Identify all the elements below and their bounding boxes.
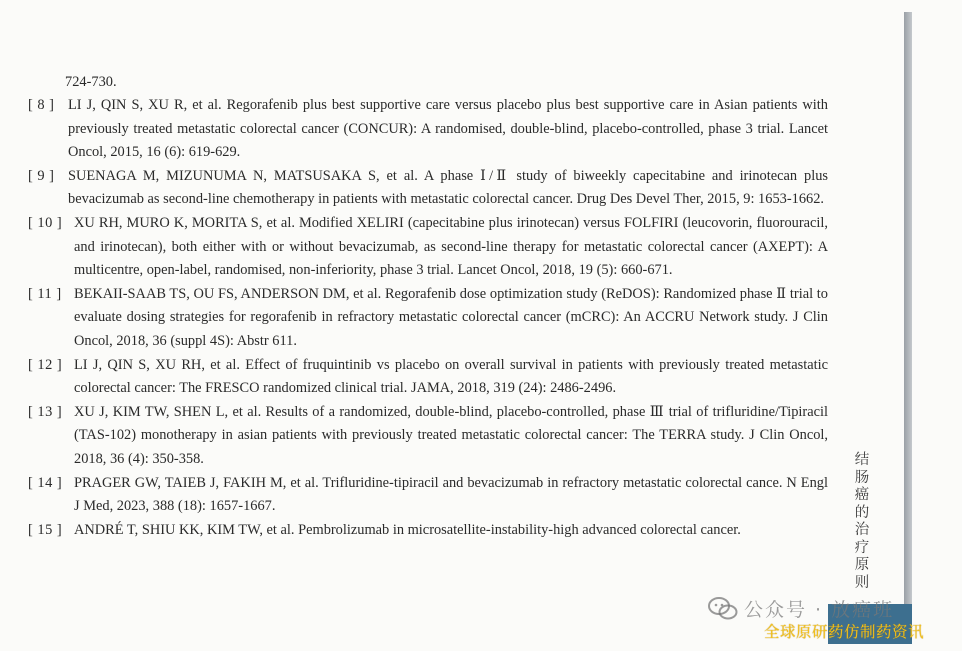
reference-number: [ 11 ]: [28, 285, 62, 302]
page-edge-bar: [904, 12, 912, 624]
reference-text: PRAGER GW, TAIEB J, FAKIH M, et al. Trifluridine-tipiracil and bevacizumab in refractory metastatic colorectal cance. N Engl J Med, 2023, 388 (18): 1657-1667.: [74, 474, 828, 515]
reference-item: [28, 354, 828, 401]
reference-number: [ 10 ]: [28, 214, 63, 231]
reference-text: XU RH, MURO K, MORITA S, et al. Modified XELIRI (capecitabine plus irinotecan) versus FOLFIRI (leucovorin, fluorouracil, and irinotecan), both either with or without bevacizumab, as second-line therapy for metastatic colorectal cancer (AXEPT): A multicentre, open-label, randomised, non-inferiority, phase 3 trial. Lancet Oncol, 2018, 19 (5): 660-671.: [74, 214, 828, 279]
wechat-icon: [708, 596, 738, 622]
reference-text: BEKAII-SAAB TS, OU FS, ANDERSON DM, et al. Regorafenib dose optimization study (ReDOS): Randomized phase Ⅱ trial to evaluate dosing strategies for regorafenib in refractory metastatic colorectal cancer (mCRC): An ACCRU Network study. J Clin Oncol, 2018, 36 (suppl 4S): Abstr 611.: [74, 285, 828, 349]
reference-text: XU J, KIM TW, SHEN L, et al. Results of a randomized, double-blind, placebo-controlled, phase Ⅲ trial of trifluridine/Tipiracil (TAS-102) monotherapy in asian patients with previously treated metastatic colorectal cancer: The TERRA study. J Clin Oncol, 2018, 36 (4): 350-358.: [74, 403, 828, 467]
reference-item: [28, 472, 828, 519]
reference-item: [28, 212, 828, 283]
reference-list: [28, 70, 828, 542]
reference-item: [28, 165, 828, 212]
reference-number: [ 14 ]: [28, 474, 63, 491]
reference-number: [ 8 ]: [28, 97, 55, 113]
reference-item: [28, 401, 828, 472]
watermark-tagline: 全球原研药仿制药资讯: [764, 623, 925, 641]
reference-number: [ 15 ]: [28, 521, 63, 538]
reference-item: [28, 283, 828, 354]
reference-number: [ 9 ]: [28, 167, 55, 184]
reference-item: [28, 519, 828, 543]
reference-text: ANDRÉ T, SHIU KK, KIM TW, et al. Pembrolizumab in microsatellite-instability-high advanced colorectal cancer.: [74, 521, 741, 538]
reference-continuation: 724-730.: [65, 74, 117, 90]
reference-text: SUENAGA M, MIZUNUMA N, MATSUSAKA S, et al. A phase Ⅰ/Ⅱ study of biweekly capecitabine and irinotecan plus bevacizumab as second-line chemotherapy in patients with metastatic colorectal cancer. Drug Des Devel Ther, 2015, 9: 1653-1662.: [68, 167, 828, 208]
reference-text: LI J, QIN S, XU R, et al. Regorafenib plus best supportive care versus placebo plus best supportive care in Asian patients with previously treated metastatic colorectal cancer (CONCUR): A randomised, double-blind, placebo-controlled, phase 3 trial. Lancet Oncol, 2015, 16 (6): 619-629.: [68, 97, 828, 161]
watermark-account: 公众号 · 放癌班: [744, 599, 895, 621]
reference-number: [ 13 ]: [28, 403, 63, 420]
reference-number: [ 12 ]: [28, 356, 63, 373]
chapter-side-title: 结肠癌的治疗原则: [854, 452, 870, 591]
reference-item: [28, 94, 828, 165]
watermark: [700, 593, 950, 645]
reference-text: LI J, QIN S, XU RH, et al. Effect of fruquintinib vs placebo on overall survival in patients with previously treated metastatic colorectal cancer: The FRESCO randomized clinical trial. JAMA, 2018, 319 (24): 2486-2496.: [74, 356, 828, 397]
